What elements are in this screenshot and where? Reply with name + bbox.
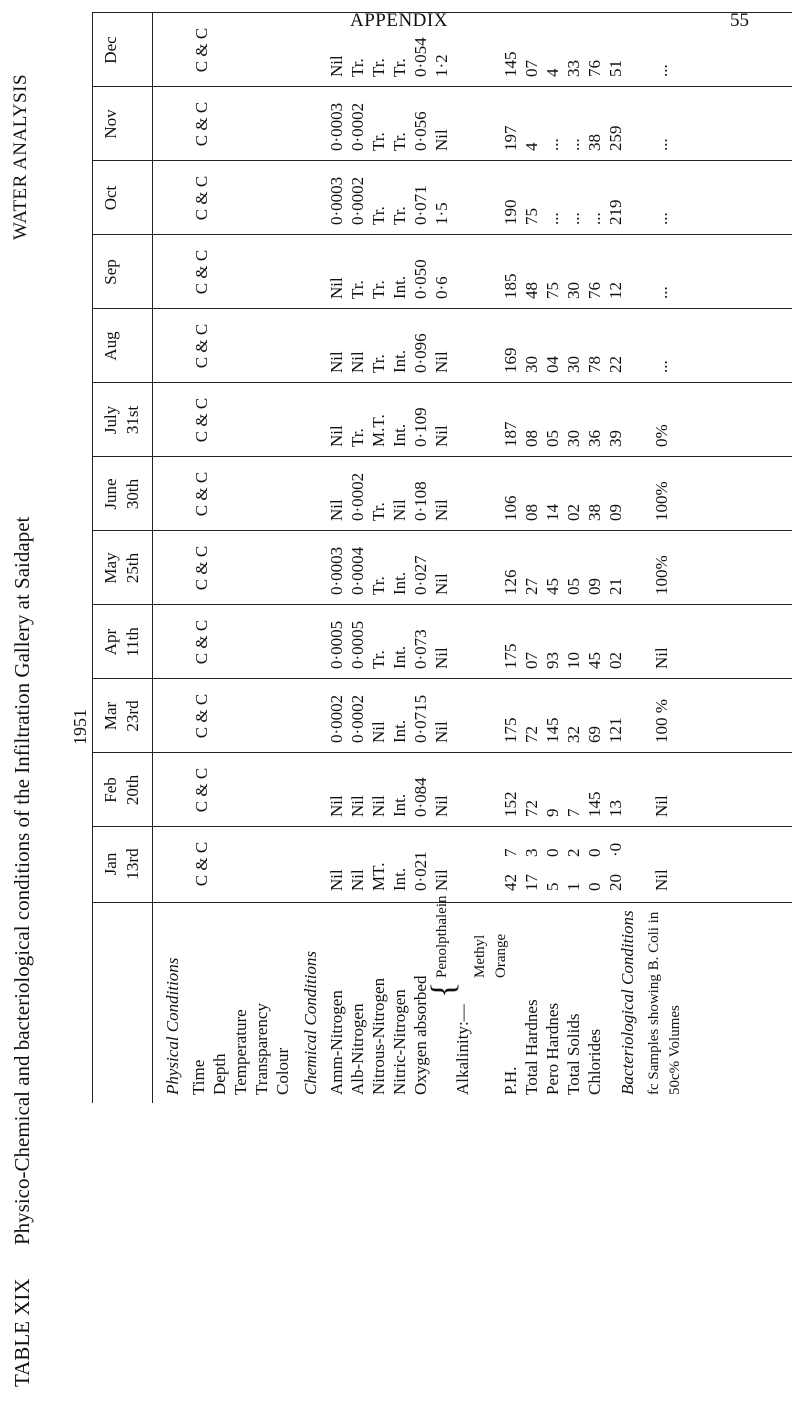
row-depth: Depth xyxy=(210,1053,229,1095)
analysis-value: 219 xyxy=(606,199,625,225)
month-date: 30th xyxy=(123,478,142,510)
analysis-value: 08 xyxy=(522,504,541,521)
analysis-value: 38 xyxy=(585,134,604,151)
month-header: Apr xyxy=(101,628,120,656)
month-header: Mar xyxy=(101,701,120,731)
row-colour: Colour xyxy=(273,1047,292,1095)
row-amm-nitrogen: Amm-Nitrogen xyxy=(327,990,346,1095)
analysis-value: 48 xyxy=(522,282,541,299)
analysis-value: 20 xyxy=(606,874,625,891)
analysis-value: 190 xyxy=(501,199,520,225)
chem-value: Int. xyxy=(390,793,409,817)
analysis-value: 30 xyxy=(522,356,541,373)
chem-value: 0·0002 xyxy=(348,176,367,225)
analysis-value-2: 2 xyxy=(564,848,583,857)
time-value: C & C xyxy=(192,397,211,443)
analysis-value: 12 xyxy=(606,282,625,299)
analysis-value: 33 xyxy=(564,60,583,77)
analysis-value: 09 xyxy=(585,578,604,595)
analysis-value: 5 xyxy=(543,882,562,891)
analysis-value-2: ·0 xyxy=(606,842,625,857)
page-number: 55 xyxy=(730,10,749,31)
table-title: Physico-Chemical and bacteriological conditions of the Infiltration Gallery at Saidapet xyxy=(10,516,34,1245)
header-rule xyxy=(152,13,153,1103)
analysis-value: 0 xyxy=(585,882,604,891)
row-chlorides: Chlorides xyxy=(585,1028,604,1095)
section-bacteriological: Bacteriological Conditions xyxy=(618,910,637,1095)
analysis-value: 08 xyxy=(522,430,541,447)
chem-value: M.T. xyxy=(369,414,388,447)
chem-value: Nil xyxy=(432,647,451,669)
month-date: 31st xyxy=(123,405,142,435)
analysis-value: 09 xyxy=(606,504,625,521)
row-temperature: Temperature xyxy=(231,1009,250,1095)
row-nitric-nitrogen: Nitric-Nitrogen xyxy=(390,989,409,1095)
analysis-value: ... xyxy=(564,212,583,225)
chem-value: Tr. xyxy=(369,58,388,77)
chem-value: Tr. xyxy=(369,280,388,299)
row-nitrous-nitrogen: Nitrous-Nitrogen xyxy=(369,977,388,1095)
chem-value: Int. xyxy=(390,719,409,743)
row-pero-hardness: Pero Hardnes xyxy=(543,1002,562,1095)
analysis-value: 69 xyxy=(585,726,604,743)
chem-value: 0·071 xyxy=(411,185,430,225)
chem-value: Tr. xyxy=(390,132,409,151)
analysis-value: 38 xyxy=(585,504,604,521)
time-value: C & C xyxy=(192,619,211,665)
month-header: Oct xyxy=(101,185,120,211)
analysis-value: 76 xyxy=(585,282,604,299)
chem-value: 0·0715 xyxy=(411,694,430,743)
analysis-value: 02 xyxy=(606,652,625,669)
chem-value: 0·054 xyxy=(411,37,430,77)
time-value: C & C xyxy=(192,27,211,73)
chem-value: 0·6 xyxy=(432,276,451,299)
chem-value: 0·021 xyxy=(411,851,430,891)
row-alkalinity: Alkalinity:— xyxy=(453,1004,472,1095)
row-ph: P.H. xyxy=(501,1066,520,1095)
bcoli-percent: 0% xyxy=(652,424,671,447)
row-transparency: Transparency xyxy=(252,1003,271,1095)
chem-value: Nil xyxy=(327,55,346,77)
time-value: C & C xyxy=(192,545,211,591)
month-date: 23rd xyxy=(123,700,142,732)
chem-value: Nil xyxy=(327,351,346,373)
analysis-value: 106 xyxy=(501,495,520,521)
analysis-value: 187 xyxy=(501,421,520,447)
analysis-value: 145 xyxy=(543,717,562,743)
bcoli-percent: ... xyxy=(652,138,671,151)
row-penolpthalein: Penolpthalein xyxy=(434,895,450,978)
analysis-value-2: 7 xyxy=(501,848,520,857)
analysis-value: 04 xyxy=(543,356,562,373)
analysis-value: 22 xyxy=(606,356,625,373)
chem-value: 0·0003 xyxy=(327,176,346,225)
analysis-value: 17 xyxy=(522,874,541,891)
alkalinity-bracket: { xyxy=(425,981,462,998)
chem-value: Tr. xyxy=(369,502,388,521)
chem-value: Int. xyxy=(390,349,409,373)
chem-value: 0·108 xyxy=(411,481,430,521)
month-header: Sep xyxy=(101,259,120,285)
analysis-value: 9 xyxy=(543,808,562,817)
bcoli-percent: Nil xyxy=(652,869,671,891)
row-time: Time xyxy=(189,1059,208,1095)
chem-value: 0·0002 xyxy=(348,694,367,743)
analysis-value: 13 xyxy=(606,800,625,817)
chem-value: Tr. xyxy=(369,206,388,225)
month-header: May xyxy=(101,552,120,584)
chem-value: Nil xyxy=(327,869,346,891)
row-total-solids: Total Solids xyxy=(564,1013,583,1095)
chem-value: Nil xyxy=(432,795,451,817)
time-value: C & C xyxy=(192,175,211,221)
month-header: June xyxy=(101,478,120,510)
analysis-value: 1 xyxy=(564,882,583,891)
analysis-value: ... xyxy=(564,138,583,151)
analysis-value-2: 3 xyxy=(522,848,541,857)
analysis-value: 75 xyxy=(543,282,562,299)
analysis-value: 39 xyxy=(606,430,625,447)
bcoli-percent: 100 % xyxy=(652,699,671,743)
chem-value: 0·0004 xyxy=(348,546,367,595)
analysis-value: 152 xyxy=(501,791,520,817)
analysis-value: 07 xyxy=(522,60,541,77)
chem-value: 0·096 xyxy=(411,333,430,373)
time-value: C & C xyxy=(192,693,211,739)
chem-value: Tr. xyxy=(390,206,409,225)
chem-value: Nil xyxy=(369,795,388,817)
analysis-value: 121 xyxy=(606,717,625,743)
month-header: Nov xyxy=(101,109,120,139)
row-volumes: 50c% Volumes xyxy=(667,1005,683,1095)
analysis-value: 05 xyxy=(543,430,562,447)
chem-value: Nil xyxy=(432,425,451,447)
chem-value: Int. xyxy=(390,571,409,595)
chem-value: 0·0002 xyxy=(348,472,367,521)
chem-value: 0·084 xyxy=(411,777,430,817)
chem-value: Tr. xyxy=(390,58,409,77)
analysis-value: 145 xyxy=(585,791,604,817)
bcoli-percent: 100% xyxy=(652,555,671,595)
month-date: 11th xyxy=(123,627,142,657)
chem-value: 1·5 xyxy=(432,202,451,225)
bcoli-percent: Nil xyxy=(652,647,671,669)
month-header: Feb xyxy=(101,777,120,803)
bcoli-percent: 100% xyxy=(652,481,671,521)
chem-value: Nil xyxy=(348,351,367,373)
analysis-value: 10 xyxy=(564,652,583,669)
analysis-value: 78 xyxy=(585,356,604,373)
chem-value: 0·027 xyxy=(411,555,430,595)
running-head: APPENDIX xyxy=(350,10,448,31)
analysis-value: 45 xyxy=(585,652,604,669)
analysis-value: 75 xyxy=(522,208,541,225)
time-value: C & C xyxy=(192,249,211,295)
analysis-value: 02 xyxy=(564,504,583,521)
month-date: 20th xyxy=(123,774,142,806)
analysis-value: 7 xyxy=(564,808,583,817)
analysis-value: 21 xyxy=(606,578,625,595)
chem-value: Tr. xyxy=(348,428,367,447)
month-header: Dec xyxy=(101,36,120,64)
analysis-value-2: 0 xyxy=(543,848,562,857)
time-value: C & C xyxy=(192,767,211,813)
chem-value: 0·0003 xyxy=(327,546,346,595)
analysis-value: 72 xyxy=(522,726,541,743)
chem-value: Int. xyxy=(390,645,409,669)
row-methyl-orange: Methyl Orange xyxy=(472,933,509,978)
month-header: Aug xyxy=(101,331,120,361)
analysis-value: 51 xyxy=(606,60,625,77)
month-header: July xyxy=(101,405,120,435)
bcoli-percent: ... xyxy=(652,286,671,299)
month-date: 13rd xyxy=(123,848,142,880)
row-alb-nitrogen: Alb-Nitrogen xyxy=(348,1003,367,1095)
month-date: 25th xyxy=(123,552,142,584)
chem-value: 0·0005 xyxy=(348,620,367,669)
analysis-value: 32 xyxy=(564,726,583,743)
analysis-value: 14 xyxy=(543,504,562,521)
time-value: C & C xyxy=(192,101,211,147)
section-physical: Physical Conditions xyxy=(163,957,182,1095)
chem-value: Nil xyxy=(327,795,346,817)
chem-value: 0·073 xyxy=(411,629,430,669)
analysis-value: ... xyxy=(543,138,562,151)
chem-value: Nil xyxy=(432,499,451,521)
chem-value: Nil xyxy=(369,721,388,743)
chem-value: Nil xyxy=(432,129,451,151)
analysis-value: 30 xyxy=(564,430,583,447)
chem-value: Tr. xyxy=(369,132,388,151)
chem-value: Nil xyxy=(432,573,451,595)
chem-value: Nil xyxy=(432,721,451,743)
chem-value: 0·050 xyxy=(411,259,430,299)
analysis-value: 76 xyxy=(585,60,604,77)
analysis-value: 72 xyxy=(522,800,541,817)
analysis-value: 30 xyxy=(564,282,583,299)
bcoli-percent: Nil xyxy=(652,795,671,817)
chem-value: Tr. xyxy=(369,650,388,669)
analysis-value: 197 xyxy=(501,125,520,151)
chem-value: Tr. xyxy=(369,576,388,595)
analysis-value-2: 0 xyxy=(585,848,604,857)
row-oxygen-absorbed: Oxygen absorbed xyxy=(411,975,430,1095)
chem-value: Nil xyxy=(327,425,346,447)
year-label: 1951 xyxy=(70,709,90,745)
chem-value: Int. xyxy=(390,275,409,299)
chem-value: Nil xyxy=(432,869,451,891)
month-header: Jan xyxy=(101,852,120,876)
time-value: C & C xyxy=(192,841,211,887)
table-number: TABLE XIX xyxy=(10,1278,34,1387)
analysis-value: 05 xyxy=(564,578,583,595)
water-analysis-header: WATER ANALYSIS xyxy=(10,73,31,240)
chem-value: 0·0003 xyxy=(327,102,346,151)
analysis-value: 42 xyxy=(501,874,520,891)
analysis-value: 126 xyxy=(501,569,520,595)
chem-value: Nil xyxy=(327,499,346,521)
chem-value: MT. xyxy=(369,862,388,891)
chem-value: 0·056 xyxy=(411,111,430,151)
row-total-hardness: Total Hardnes xyxy=(522,999,541,1095)
analysis-table xyxy=(92,13,792,1103)
chem-value: Nil xyxy=(327,277,346,299)
bcoli-percent: ... xyxy=(652,64,671,77)
analysis-value: 4 xyxy=(522,142,541,151)
chem-value: Tr. xyxy=(369,354,388,373)
analysis-value: 185 xyxy=(501,273,520,299)
time-value: C & C xyxy=(192,323,211,369)
chem-value: 0·0002 xyxy=(327,694,346,743)
bcoli-percent: ... xyxy=(652,212,671,225)
chem-value: Nil xyxy=(348,795,367,817)
chem-value: 1·2 xyxy=(432,54,451,77)
chem-value: 0·0002 xyxy=(348,102,367,151)
analysis-value: 07 xyxy=(522,652,541,669)
chem-value: Tr. xyxy=(348,280,367,299)
chem-value: Nil xyxy=(390,499,409,521)
analysis-value: ... xyxy=(543,212,562,225)
chem-value: Int. xyxy=(390,867,409,891)
analysis-value: 175 xyxy=(501,717,520,743)
chem-value: Nil xyxy=(432,351,451,373)
analysis-value: 36 xyxy=(585,430,604,447)
analysis-value: 27 xyxy=(522,578,541,595)
analysis-value: ... xyxy=(585,212,604,225)
analysis-value: 175 xyxy=(501,643,520,669)
analysis-value: 145 xyxy=(501,51,520,77)
chem-value: Tr. xyxy=(348,58,367,77)
analysis-value: 45 xyxy=(543,578,562,595)
chem-value: Int. xyxy=(390,423,409,447)
table-rule xyxy=(92,13,93,1103)
analysis-value: 93 xyxy=(543,652,562,669)
time-value: C & C xyxy=(192,471,211,517)
chem-value: Nil xyxy=(348,869,367,891)
chem-value: 0·109 xyxy=(411,407,430,447)
section-chemical: Chemical Conditions xyxy=(301,950,320,1095)
analysis-value: 30 xyxy=(564,356,583,373)
row-bcoli-samples: fc Samples showing B. Coli in xyxy=(646,911,662,1095)
analysis-value: 259 xyxy=(606,125,625,151)
chem-value: 0·0005 xyxy=(327,620,346,669)
analysis-value: 4 xyxy=(543,68,562,77)
analysis-value: 169 xyxy=(501,347,520,373)
bcoli-percent: ... xyxy=(652,360,671,373)
